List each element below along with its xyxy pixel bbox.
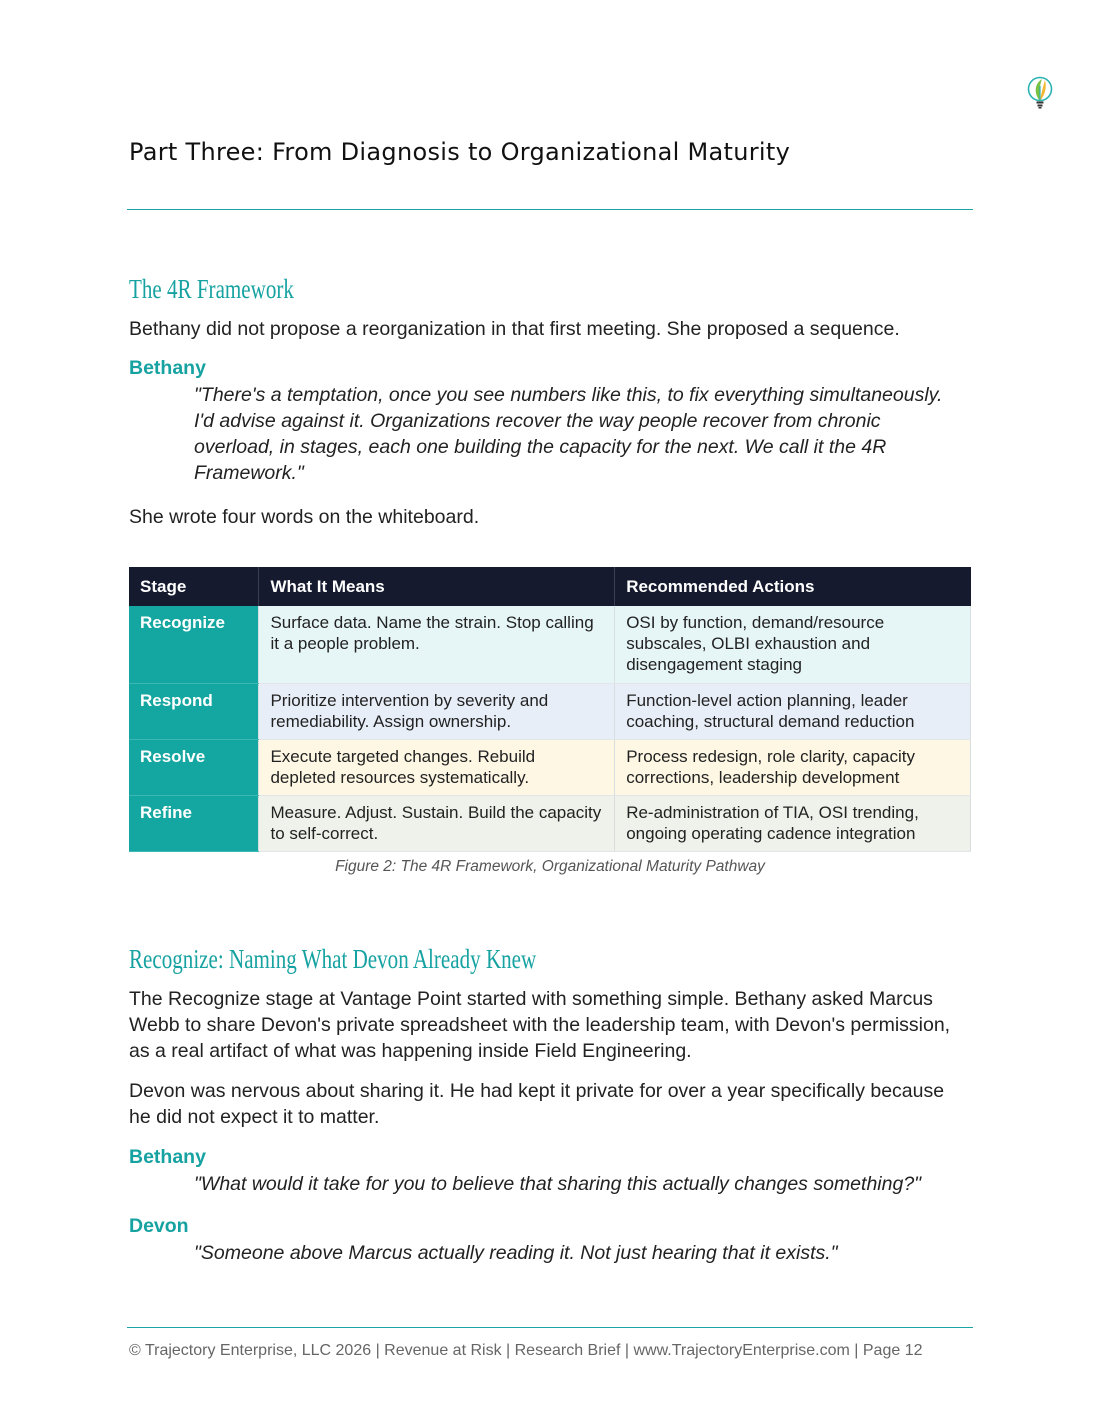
stage-cell: Respond: [129, 683, 259, 739]
table-row: [129, 795, 971, 851]
speaker-label: Bethany: [129, 1146, 206, 1168]
table-row: [129, 683, 971, 739]
speaker-label: Bethany: [129, 357, 206, 379]
lightbulb-leaf-icon: [1025, 74, 1057, 110]
means-cell: Surface data. Name the strain. Stop calling it a people problem.: [259, 606, 615, 683]
speaker-label: Devon: [129, 1215, 189, 1237]
column-header: Recommended Actions: [615, 567, 971, 606]
column-header: Stage: [129, 567, 259, 606]
speaker-quote: "What would it take for you to believe that sharing this actually changes something?": [194, 1173, 922, 1195]
section-heading-recognize: Recognize: Naming What Devon Already Knew: [129, 944, 537, 974]
table-row: [129, 739, 971, 795]
means-cell: Measure. Adjust. Sustain. Build the capacity to self-correct.: [259, 795, 615, 851]
actions-cell: OSI by function, demand/resource subscales, OLBI exhaustion and disengagement staging: [615, 606, 971, 683]
actions-cell: Process redesign, role clarity, capacity corrections, leadership development: [615, 739, 971, 795]
section-heading-4r-framework: The 4R Framework: [129, 274, 294, 304]
speaker-quote: "There's a temptation, once you see numbers like this, to fix everything simultaneously. I'd advise against it. Organizations recover the way people recover from chronic overload, in stages, each one building the capacity for the next. We call it the 4R Framework.": [194, 384, 943, 484]
table-header-row: [129, 567, 971, 606]
page-title: Part Three: From Diagnosis to Organizational Maturity: [129, 138, 791, 166]
stage-cell: Recognize: [129, 606, 259, 683]
actions-cell: Re-administration of TIA, OSI trending, ongoing operating cadence integration: [615, 795, 971, 851]
stage-cell: Resolve: [129, 739, 259, 795]
figure-caption: Figure 2: The 4R Framework, Organizational Maturity Pathway: [335, 858, 765, 875]
actions-cell: Function-level action planning, leader coaching, structural demand reduction: [615, 683, 971, 739]
framework-table: [129, 567, 971, 852]
transition-paragraph: She wrote four words on the whiteboard.: [129, 506, 480, 528]
header-divider: [127, 209, 973, 210]
means-cell: Prioritize intervention by severity and remediability. Assign ownership.: [259, 683, 615, 739]
page-footer: © Trajectory Enterprise, LLC 2026 | Revenue at Risk | Research Brief | www.TrajectoryEnterprise.com | Page 12: [129, 1342, 923, 1359]
means-cell: Execute targeted changes. Rebuild depleted resources systematically.: [259, 739, 615, 795]
footer-divider: [127, 1327, 973, 1328]
body-paragraph: The Recognize stage at Vantage Point started with something simple. Bethany asked Marcus Webb to share Devon's private spreadsheet with the leadership team, with Devon's permission, as a real artifact of what was happening inside Field Engineering.: [129, 988, 951, 1062]
body-paragraph: Devon was nervous about sharing it. He had kept it private for over a year specifically because he did not expect it to matter.: [129, 1080, 945, 1128]
speaker-quote: "Someone above Marcus actually reading it. Not just hearing that it exists.": [194, 1242, 838, 1264]
table-row: [129, 606, 971, 683]
column-header: What It Means: [259, 567, 615, 606]
intro-paragraph: Bethany did not propose a reorganization in that first meeting. She proposed a sequence.: [129, 318, 900, 340]
stage-cell: Refine: [129, 795, 259, 851]
